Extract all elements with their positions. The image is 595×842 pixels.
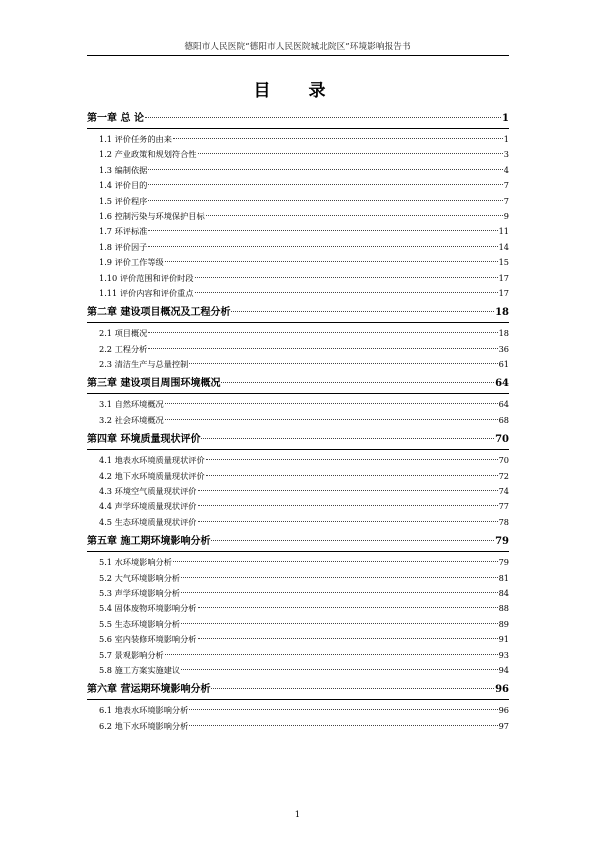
- toc-section-page: 97: [498, 720, 509, 731]
- toc-section-page: 91: [498, 634, 509, 645]
- toc-title: 目 录: [253, 81, 342, 101]
- toc-section-page: 68: [498, 414, 509, 425]
- toc-section-page: 70: [498, 455, 509, 466]
- toc-leader-dots: [181, 592, 497, 593]
- toc-chapter: [87, 372, 509, 428]
- toc-chapter: [87, 428, 509, 530]
- toc-section-page: 17: [498, 272, 509, 283]
- toc-section-entry[interactable]: [87, 163, 509, 178]
- toc-section-page: 3: [503, 149, 509, 160]
- toc-leader-dots: [148, 348, 497, 349]
- toc-section-entry[interactable]: [87, 632, 509, 647]
- toc-chapter-page: 79: [495, 536, 509, 548]
- toc-section-label: 4.5 生态环境质量现状评价: [99, 516, 197, 527]
- toc-section-page: 94: [498, 664, 509, 675]
- toc-leader-dots: [189, 363, 497, 364]
- toc-chapter-page: 1: [502, 113, 509, 124]
- toc-chapter-page: 18: [495, 307, 509, 319]
- toc-section-label: 1.11 评价内容和评价重点: [99, 287, 194, 298]
- toc-chapter-entry[interactable]: [87, 428, 509, 449]
- toc-section-page: 79: [498, 557, 509, 568]
- toc-section-page: 89: [498, 618, 509, 629]
- toc-section-entry[interactable]: [87, 586, 509, 601]
- toc-leader-dots: [189, 709, 497, 710]
- toc-leader-dots: [165, 654, 498, 655]
- toc-section-entry[interactable]: [87, 286, 509, 301]
- toc-section-entry[interactable]: [87, 357, 509, 372]
- toc-leader-dots: [206, 459, 498, 460]
- toc-leader-dots: [198, 521, 498, 522]
- toc-section-label: 5.6 室内装修环境影响分析: [99, 634, 197, 645]
- toc-leader-dots: [173, 561, 498, 562]
- toc-leader-dots: [181, 669, 497, 670]
- toc-section-entry[interactable]: [87, 453, 509, 468]
- toc-section-label: 5.1 水环境影响分析: [99, 557, 172, 568]
- toc-section-entry[interactable]: [87, 209, 509, 224]
- toc-section-label: 6.2 地下水环境影响分析: [99, 720, 189, 731]
- chapter-rule: [87, 393, 509, 394]
- toc-section-label: 4.3 环境空气质量现状评价: [99, 486, 197, 497]
- toc-section-label: 1.4 评价目的: [99, 180, 148, 191]
- toc-leader-dots: [148, 230, 497, 231]
- toc-section-entry[interactable]: [87, 240, 509, 255]
- toc-chapter-page: 64: [495, 378, 509, 390]
- toc-section-label: 2.3 清洁生产与总量控制: [99, 359, 189, 370]
- toc-leader-dots: [201, 438, 494, 439]
- toc-section-entry[interactable]: [87, 397, 509, 412]
- toc-section-page: 7: [503, 195, 509, 206]
- toc-leader-dots: [198, 153, 503, 154]
- toc-section-page: 93: [498, 649, 509, 660]
- toc-leader-dots: [189, 725, 497, 726]
- toc-section-entry[interactable]: [87, 342, 509, 357]
- toc-section-label: 1.7 环评标准: [99, 226, 148, 237]
- toc-section-label: 1.6 控制污染与环境保护目标: [99, 210, 205, 221]
- toc-section-page: 96: [498, 705, 509, 716]
- toc-leader-dots: [211, 688, 494, 689]
- toc-section-label: 2.2 工程分析: [99, 343, 148, 354]
- toc-leader-dots: [148, 246, 497, 247]
- toc-chapter-label: 第二章 建设项目概况及工程分析: [87, 307, 231, 319]
- toc-leader-dots: [165, 419, 498, 420]
- header-rule: [87, 55, 509, 56]
- toc-section-label: 5.7 景观影响分析: [99, 649, 164, 660]
- toc-section-entry[interactable]: [87, 601, 509, 616]
- toc-section-label: 5.8 施工方案实施建议: [99, 664, 181, 675]
- toc-section-entry[interactable]: [87, 617, 509, 632]
- toc-leader-dots: [231, 311, 494, 312]
- toc-leader-dots: [198, 490, 498, 491]
- toc-section-label: 3.2 社会环境概况: [99, 414, 164, 425]
- toc-section-page: 64: [498, 399, 509, 410]
- toc-section-page: 18: [498, 328, 509, 339]
- toc-section-label: 1.10 评价范围和评价时段: [99, 272, 194, 283]
- toc-section-page: 4: [503, 164, 509, 175]
- toc-section-page: 88: [498, 603, 509, 614]
- toc-section-entry[interactable]: [87, 271, 509, 286]
- toc-section-label: 5.4 固体废物环境影响分析: [99, 603, 197, 614]
- toc-leader-dots: [206, 475, 498, 476]
- toc-section-page: 78: [498, 516, 509, 527]
- toc-section-page: 11: [498, 226, 509, 237]
- toc-section-entry[interactable]: [87, 663, 509, 678]
- toc-chapter: [87, 678, 509, 734]
- toc-leader-dots: [148, 184, 502, 185]
- toc-section-entry[interactable]: [87, 194, 509, 209]
- toc-leader-dots: [198, 607, 498, 608]
- toc-section-entry[interactable]: [87, 469, 509, 484]
- toc-section-page: 36: [498, 343, 509, 354]
- toc-section-page: 7: [503, 180, 509, 191]
- toc-section-entry[interactable]: [87, 326, 509, 341]
- toc-section-page: 15: [498, 257, 509, 268]
- toc-leader-dots: [221, 382, 494, 383]
- toc-leader-dots: [195, 277, 498, 278]
- chapter-rule: [87, 449, 509, 450]
- toc-leader-dots: [181, 577, 497, 578]
- toc-section-entry[interactable]: [87, 484, 509, 499]
- chapter-rule: [87, 699, 509, 700]
- toc-chapter-page: 96: [495, 684, 509, 696]
- toc-section-entry[interactable]: [87, 648, 509, 663]
- toc-section-entry[interactable]: [87, 147, 509, 162]
- toc-leader-dots: [195, 292, 498, 293]
- toc-section-label: 4.2 地下水环境质量现状评价: [99, 470, 205, 481]
- page-number: 1: [294, 810, 301, 820]
- toc-leader-dots: [173, 138, 503, 139]
- toc-section-entry[interactable]: [87, 571, 509, 586]
- toc-section-page: 9: [503, 210, 509, 221]
- toc-chapter-page: 70: [495, 434, 509, 446]
- toc-section-label: 1.9 评价工作等级: [99, 257, 164, 268]
- toc-section-label: 1.3 编制依据: [99, 164, 148, 175]
- toc-section-entry[interactable]: [87, 224, 509, 239]
- toc-chapter: [87, 107, 509, 301]
- toc-leader-dots: [148, 332, 497, 333]
- toc-section-entry[interactable]: [87, 499, 509, 514]
- toc-section-label: 1.1 评价任务的由来: [99, 134, 172, 144]
- toc-section-label: 4.1 地表水环境质量现状评价: [99, 455, 205, 466]
- toc-section-label: 5.3 声学环境影响分析: [99, 587, 181, 598]
- toc-section-label: 5.5 生态环境影响分析: [99, 618, 181, 629]
- toc-chapter-entry[interactable]: [87, 530, 509, 551]
- toc-chapter-entry[interactable]: [87, 678, 509, 699]
- toc-chapter-label: 第一章 总 论: [87, 113, 144, 124]
- chapter-rule: [87, 551, 509, 552]
- toc-chapter-entry[interactable]: [87, 372, 509, 393]
- toc-chapter-entry[interactable]: [87, 107, 509, 128]
- toc-section-page: 61: [498, 359, 509, 370]
- toc-section-page: 84: [498, 587, 509, 598]
- toc-leader-dots: [145, 117, 501, 118]
- toc-leader-dots: [148, 169, 502, 170]
- chapter-rule: [87, 322, 509, 323]
- toc-chapter-entry[interactable]: [87, 301, 509, 322]
- toc-chapter-label: 第四章 环境质量现状评价: [87, 434, 201, 446]
- toc-chapter: [87, 530, 509, 678]
- toc-leader-dots: [198, 505, 498, 506]
- toc-section-label: 1.5 评价程序: [99, 195, 148, 206]
- toc-section-page: 74: [498, 486, 509, 497]
- toc-chapter-label: 第六章 营运期环境影响分析: [87, 684, 211, 696]
- toc-section-page: 72: [498, 470, 509, 481]
- toc-section-entry[interactable]: [87, 178, 509, 193]
- toc-section-label: 1.8 评价因子: [99, 241, 148, 252]
- toc-chapter-label: 第三章 建设项目周围环境概况: [87, 378, 221, 390]
- toc-section-entry[interactable]: [87, 719, 509, 734]
- chapter-rule: [87, 128, 509, 129]
- table-of-contents: [87, 107, 509, 734]
- toc-leader-dots: [165, 261, 498, 262]
- toc-chapter: [87, 301, 509, 372]
- running-header: 德阳市人民医院“德阳市人民医院城北院区”环境影响报告书: [184, 42, 411, 52]
- toc-section-entry[interactable]: [87, 132, 509, 147]
- toc-section-page: 81: [498, 572, 509, 583]
- toc-section-label: 6.1 地表水环境影响分析: [99, 705, 189, 716]
- toc-section-entry[interactable]: [87, 255, 509, 270]
- toc-leader-dots: [206, 215, 503, 216]
- toc-section-label: 5.2 大气环境影响分析: [99, 572, 181, 583]
- toc-leader-dots: [211, 540, 494, 541]
- toc-section-label: 1.2 产业政策和规划符合性: [99, 149, 197, 160]
- toc-section-page: 77: [498, 501, 509, 512]
- toc-section-entry[interactable]: [87, 515, 509, 530]
- toc-section-entry[interactable]: [87, 703, 509, 718]
- toc-section-label: 2.1 项目概况: [99, 328, 148, 339]
- toc-leader-dots: [148, 200, 502, 201]
- toc-section-label: 4.4 声学环境质量现状评价: [99, 501, 197, 512]
- toc-leader-dots: [181, 623, 497, 624]
- toc-section-page: 1: [503, 134, 509, 144]
- toc-leader-dots: [198, 638, 498, 639]
- toc-section-entry[interactable]: [87, 555, 509, 570]
- toc-section-page: 17: [498, 287, 509, 298]
- toc-section-entry[interactable]: [87, 413, 509, 428]
- toc-leader-dots: [165, 403, 498, 404]
- toc-section-page: 14: [498, 241, 509, 252]
- toc-section-label: 3.1 自然环境概况: [99, 399, 164, 410]
- toc-chapter-label: 第五章 施工期环境影响分析: [87, 536, 211, 548]
